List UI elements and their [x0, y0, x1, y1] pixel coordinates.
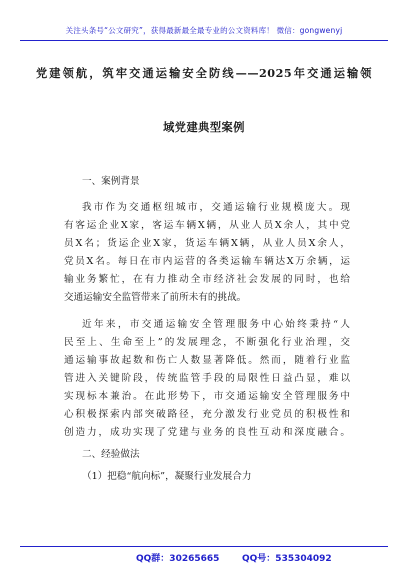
paragraph-line: 我市作为交通枢纽城市，交通运输行业规模庞大。现 — [82, 202, 350, 213]
document-title-line-2: 域党建典型案例 — [163, 120, 245, 134]
paragraph-line: 实现标本兼治。在此形势下，市交通运输安全管理服务中 — [64, 391, 350, 402]
section-heading-background: 一、案例背景 — [82, 176, 140, 187]
paragraph-line: 管进入关键阶段，传统监管手段的局限性日益凸显，难以 — [64, 373, 350, 384]
page-footer — [20, 546, 388, 576]
paragraph-line: 心积极探索内部突破路径，充分激发行业党员的积极性和 — [64, 409, 350, 420]
paragraph-line: 近年来，市交通运输安全管理服务中心始终秉持“人 — [82, 319, 350, 330]
paragraph-line: 输业务繁忙，在有力推动全市经济社会发展的同时，也给 — [64, 274, 350, 285]
paragraph-line: 民至上、生命至上”的发展理念，不断强化行业治理，交 — [64, 337, 350, 348]
paragraph-line: 有客运企业X家，客运车辆X辆，从业人员X余人，其中党 — [64, 220, 350, 231]
paragraph-line: 交通运输安全监管带来了前所未有的挑战。 — [64, 292, 247, 303]
footer-qq-number: QQ号：535304092 — [242, 554, 332, 564]
page-header — [20, 0, 388, 44]
header-divider — [20, 40, 388, 41]
subsection-heading: （1）把稳“航向标”，凝聚行业发展合力 — [82, 471, 252, 482]
paragraph-line: 党员X名。每日在市内运营的各类运输车辆达X万余辆，运 — [64, 256, 350, 267]
document-title-line-1: 党建领航，筑牢交通运输安全防线——2025年交通运输领 — [36, 66, 372, 80]
paragraph-line: 创造力，成功实现了党建与业务的良性互动和深度融合。 — [64, 427, 350, 438]
footer-divider — [20, 546, 388, 547]
paragraph-line: 通运输事故起数和伤亡人数显著降低。然而，随着行业监 — [64, 355, 350, 366]
section-heading-practices: 二、经验做法 — [82, 449, 140, 460]
footer-qq-group: QQ群：30265665 — [136, 554, 220, 564]
header-promo-text: 关注头条号“公文研究”，获得最新最全最专业的公文资料库！ 微信：gongwenyj — [65, 26, 343, 35]
paragraph-line: 员X名；货运企业X家，货运车辆X辆，从业人员X余人， — [64, 238, 350, 249]
